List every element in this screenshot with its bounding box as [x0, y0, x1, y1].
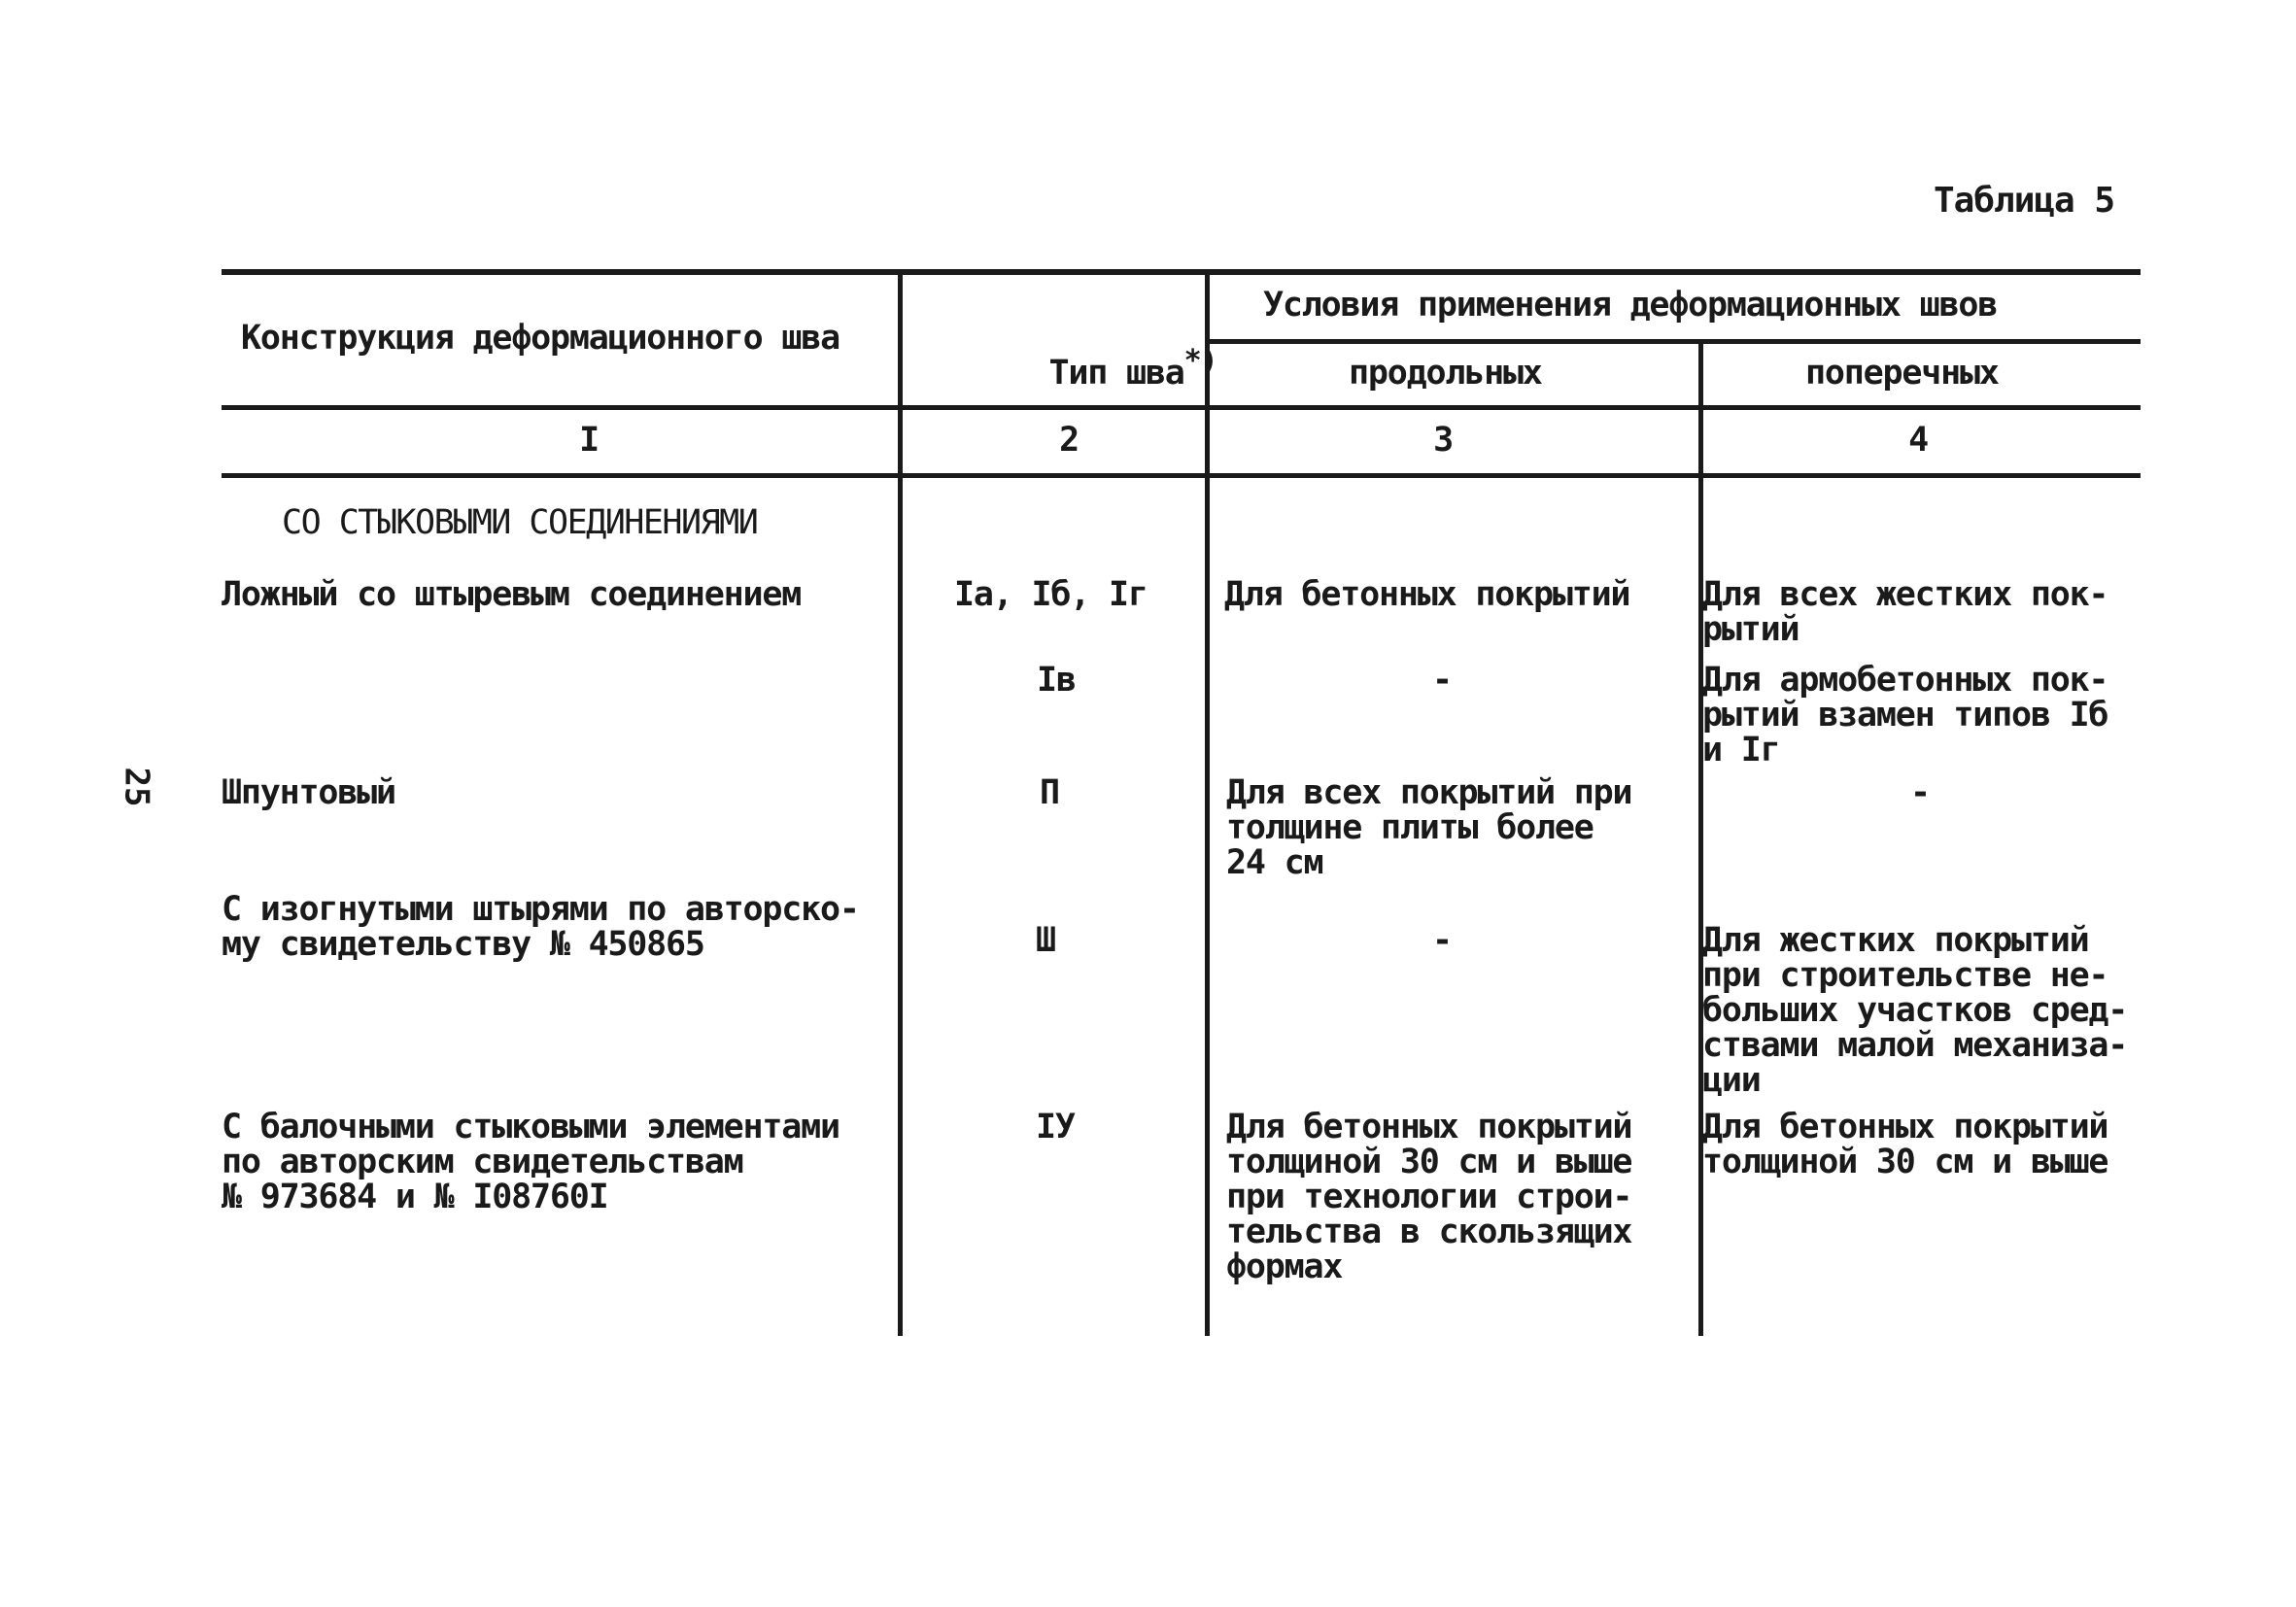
row-5-type: IУ — [1036, 1108, 1075, 1146]
row-3-longitudinal: Для всех покрытий при толщине плиты более 24 см — [1226, 773, 1632, 882]
column-number-4: 4 — [1908, 421, 1928, 460]
column-number-2: 2 — [1059, 421, 1079, 460]
row-1-transverse: Для всех жестких пок- рытий — [1702, 575, 2108, 649]
section-title: СО СТЫКОВЫМИ СОЕДИНЕНИЯМИ — [282, 503, 758, 542]
header-seam-type-label: Тип шва — [1048, 354, 1184, 393]
header-longitudinal: продольных — [1349, 354, 1542, 393]
column-numbers-rule — [222, 473, 2141, 478]
row-3-construction: Шпунтовый — [222, 773, 395, 812]
row-5-construction: С балочными стыковыми элементами по авторским свидетельствам № 973684 и № I08760I — [222, 1108, 840, 1216]
table-top-rule — [222, 269, 2141, 275]
row-4-longitudinal: - — [1432, 921, 1452, 960]
row-4-type: Ш — [1036, 921, 1055, 960]
row-2-transverse: Для армобетонных пок- рытий взамен типов Iб и Iг — [1702, 661, 2108, 769]
header-conditions-group: Условия применения деформационных швов — [1263, 286, 1998, 325]
header-transverse: поперечных — [1805, 354, 1999, 393]
row-5-longitudinal: Для бетонных покрытий толщиной 30 см и выше при технологии строи- тельства в скользящих формах — [1226, 1108, 1632, 1286]
header-construction: Конструкция деформационного шва — [241, 319, 840, 358]
page-margin-mark: 25 — [117, 767, 156, 807]
row-2-longitudinal: - — [1432, 661, 1452, 700]
row-4-transverse: Для жестких покрытий при строительстве не- больших участков сред- ствами малой механиза- ции — [1702, 921, 2128, 1100]
row-3-transverse: - — [1910, 773, 1930, 812]
table-caption: Таблица 5 — [1934, 181, 2115, 221]
row-1-type: Iа, Iб, Iг — [954, 575, 1148, 614]
row-1-longitudinal: Для бетонных покрытий — [1224, 575, 1630, 614]
column-number-3: 3 — [1433, 421, 1453, 460]
row-1-construction: Ложный со штыревым соединением — [222, 575, 802, 614]
row-4-construction: С изогнутыми штырями по авторско- му свидетельству № 450865 — [222, 890, 859, 964]
row-2-type: Iв — [1037, 661, 1076, 700]
header-seam-type — [972, 321, 1217, 427]
header-seam-type-footnote: *) — [1183, 344, 1217, 378]
group-header-rule — [1205, 339, 2141, 344]
column-divider-1 — [898, 269, 903, 1336]
column-divider-2 — [1205, 269, 1210, 1336]
row-3-type: П — [1040, 773, 1059, 812]
row-5-transverse: Для бетонных покрытий толщиной 30 см и выше — [1702, 1108, 2108, 1181]
column-divider-3 — [1698, 340, 1703, 1336]
column-number-1: I — [579, 421, 599, 460]
